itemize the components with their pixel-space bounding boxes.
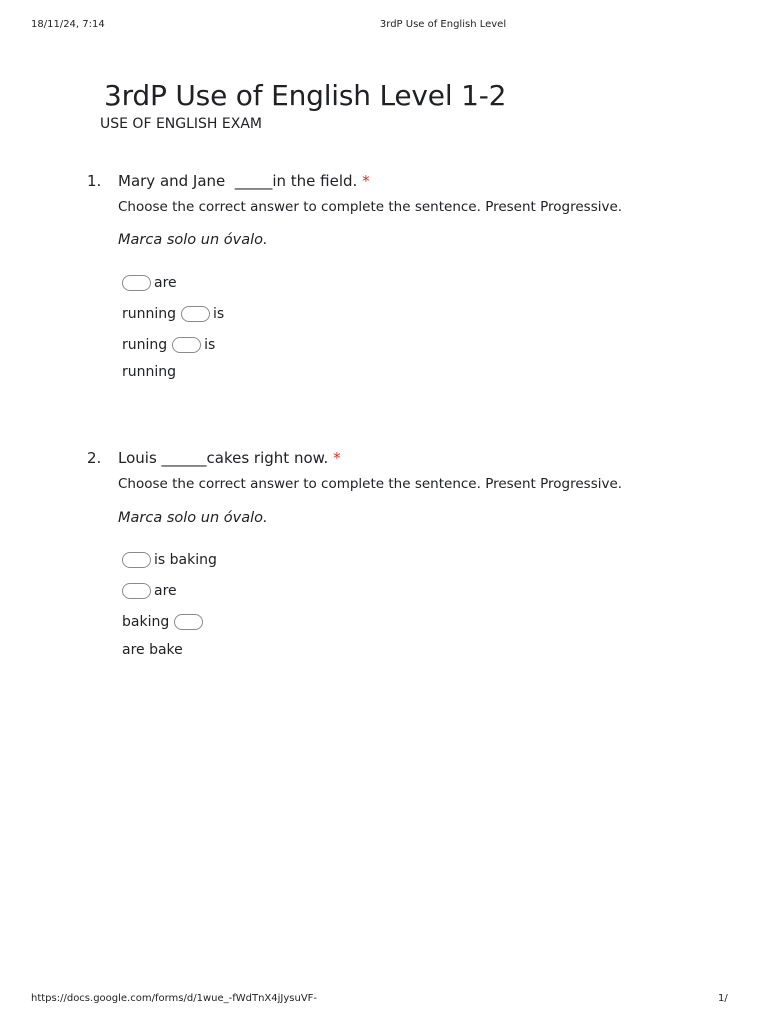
option-line <box>122 335 215 355</box>
print-header-title: 3rdP Use of English Level <box>379 19 507 30</box>
print-page-number: 1/ <box>718 993 728 1004</box>
question-title <box>118 172 370 190</box>
option-line <box>122 640 183 660</box>
select-one-note: Marca solo un óvalo. <box>118 232 268 248</box>
radio-oval-are-baking[interactable] <box>122 583 151 599</box>
option-label: running <box>122 306 177 322</box>
option-line <box>122 362 176 382</box>
radio-oval-are-running[interactable] <box>122 275 151 291</box>
required-asterisk: * <box>333 449 341 467</box>
form-description: USE OF ENGLISH EXAM <box>100 116 263 132</box>
option-label: is <box>213 306 225 322</box>
radio-oval-are-bake[interactable] <box>174 614 203 630</box>
required-asterisk: * <box>362 172 370 190</box>
option-label: runing <box>122 337 168 353</box>
question-title-text: Mary and Jane _____in the field. <box>118 172 358 190</box>
option-label: baking <box>122 614 170 630</box>
option-line <box>122 581 177 601</box>
question-help-text: Choose the correct answer to complete the sentence. Present Progressive. <box>118 476 623 492</box>
option-label: is baking <box>154 552 217 568</box>
select-one-note: Marca solo un óvalo. <box>118 510 268 526</box>
print-datetime: 18/11/24, 7:14 <box>31 19 105 30</box>
radio-oval-is-baking[interactable] <box>122 552 151 568</box>
print-footer-url: https://docs.google.com/forms/d/1wue_-fWdTnX4jJysuVF- <box>31 993 318 1004</box>
question-title-text: Louis ______cakes right now. <box>118 449 329 467</box>
option-line <box>122 273 177 293</box>
option-line <box>122 304 224 324</box>
option-label: running <box>122 364 177 380</box>
question-number: 1. <box>87 172 102 190</box>
question-title <box>118 449 341 467</box>
option-label: are <box>154 275 177 291</box>
option-label: is <box>204 337 216 353</box>
option-line <box>122 550 217 570</box>
form-title: 3rdP Use of English Level 1-2 <box>104 79 507 112</box>
option-label: are <box>154 583 177 599</box>
radio-oval-is-running[interactable] <box>172 337 201 353</box>
option-label: are bake <box>122 642 183 658</box>
radio-oval-is-runing[interactable] <box>181 306 210 322</box>
question-number: 2. <box>87 449 102 467</box>
option-line <box>122 612 206 632</box>
question-help-text: Choose the correct answer to complete the sentence. Present Progressive. <box>118 199 623 215</box>
